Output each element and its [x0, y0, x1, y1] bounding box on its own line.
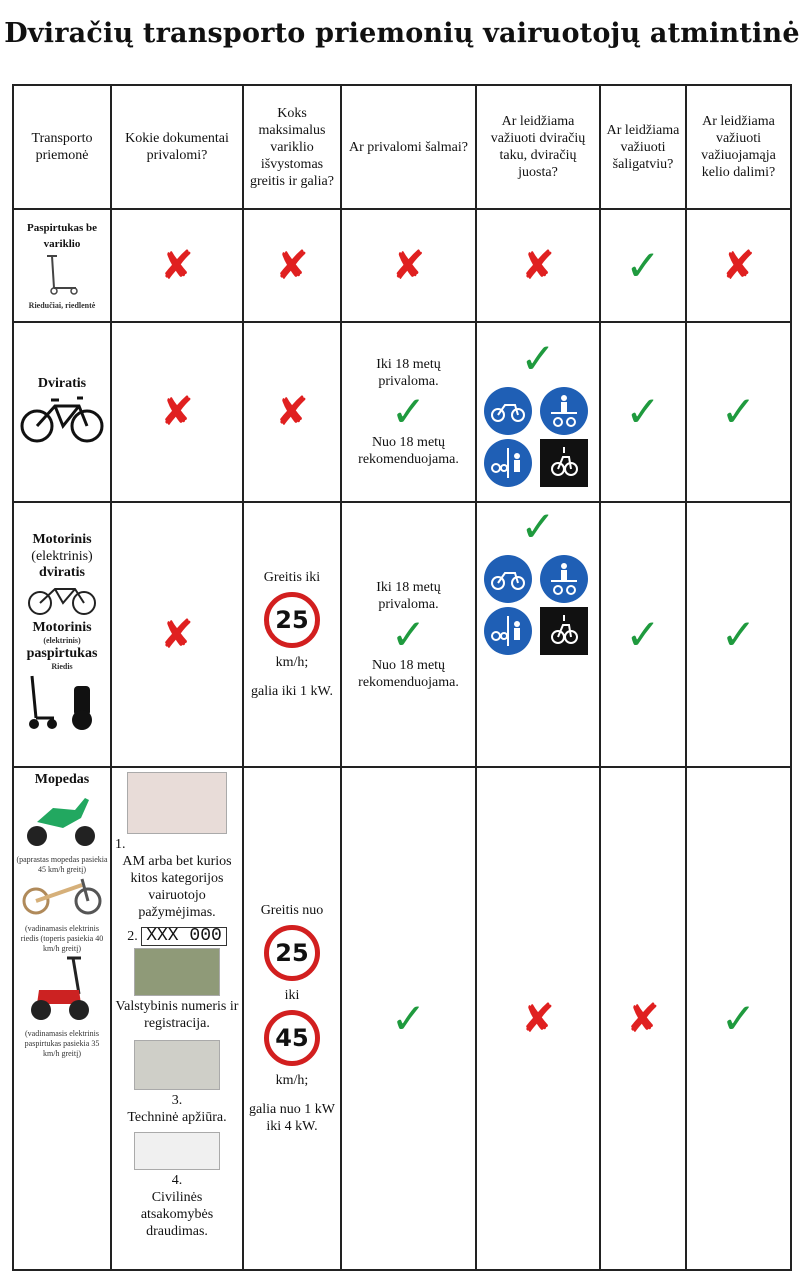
doc-number: 3.	[171, 1093, 183, 1108]
speed-unit: km/h;	[275, 1073, 309, 1088]
vehicle-title: Motorinis	[32, 532, 92, 547]
helmet-under-18: Iki 18 metų privaloma.	[376, 579, 441, 612]
reminder-table	[12, 84, 792, 1271]
moped-icon	[23, 788, 101, 850]
vehicle-title: Motorinis	[32, 620, 92, 635]
cell-bike-lane	[476, 502, 600, 767]
header-max-speed: Koks maksimalus variklio išvystomas greitis ir galia?	[243, 85, 341, 209]
cell-max-speed	[243, 209, 341, 322]
vehicle-title: Mopedas	[34, 772, 90, 787]
vehicle-title: dviratis	[39, 565, 85, 580]
cell-roadway	[686, 322, 791, 502]
e-moped-icon	[22, 875, 102, 919]
header-bike-lane: Ar leidžiama važiuoti dviračių taku, dviračių juosta?	[476, 85, 600, 209]
inspection-image	[134, 1040, 220, 1090]
insurance-image	[134, 1132, 220, 1170]
speed-mid: iki	[284, 988, 300, 1003]
check-icon: ✓	[625, 609, 661, 659]
bicycle-icon	[19, 392, 105, 444]
cross-icon: ✘	[521, 995, 555, 1042]
e-bike-icon	[25, 581, 99, 615]
cell-documents	[111, 502, 243, 767]
bike-lane-signs	[480, 555, 596, 655]
page-title: Dviračių transporto priemonių vairuotojų atmintinė	[4, 18, 800, 49]
cell-helmet	[341, 767, 476, 1270]
vehicle-subtitle: (elektrinis)	[31, 549, 93, 564]
registration-image	[134, 948, 220, 996]
doc-plate-row	[115, 927, 239, 946]
cell-sidewalk	[600, 209, 686, 322]
shared-path-sign-icon	[540, 555, 588, 603]
vehicle-title: Dviratis	[37, 375, 87, 391]
vehicle-subtitle: (elektrinis)	[43, 636, 81, 645]
vehicle-caption: (vadinamasis elektrinis riedis (toperis pasiekia 40 km/h greitį)	[20, 924, 104, 953]
cross-icon: ✘	[521, 242, 555, 289]
check-icon: ✓	[625, 387, 661, 436]
vehicle-cell	[13, 322, 111, 502]
check-icon: ✓	[720, 609, 757, 659]
driving-license-image	[127, 772, 227, 834]
vehicle-caption: Riedučiai, riedlentė	[28, 301, 96, 310]
vehicle-caption: (paprastas mopedas pasiekia 45 km/h greitį)	[16, 855, 108, 874]
check-icon: ✓	[390, 387, 427, 436]
cell-documents	[111, 209, 243, 322]
doc-registration: Valstybinis numeris ir registracija.	[115, 999, 239, 1031]
doc-number: 1.	[115, 837, 126, 852]
header-helmet: Ar privalomi šalmai?	[341, 85, 476, 209]
segregated-path-sign-icon	[484, 439, 532, 487]
cross-icon: ✘	[626, 995, 660, 1042]
speed-limit-sign: 25	[264, 925, 320, 981]
speed-label: Greitis iki	[263, 570, 321, 585]
table-row	[13, 502, 791, 767]
speed-unit: km/h;	[275, 655, 309, 670]
cross-icon: ✘	[275, 242, 309, 289]
header-vehicle: Transporto priemonė	[13, 85, 111, 209]
helmet-under-18: Iki 18 metų privaloma.	[376, 357, 441, 389]
bike-lane-signs	[480, 387, 596, 487]
vehicle-cell	[13, 502, 111, 767]
check-icon: ✓	[520, 334, 556, 383]
cell-max-speed	[243, 322, 341, 502]
bicycle-lane-sign-icon	[540, 607, 588, 655]
cell-bike-lane	[476, 209, 600, 322]
vehicle-cell	[13, 767, 111, 1270]
vehicle-subtitle: Riedis	[51, 662, 73, 671]
doc-insurance: Civilinės atsakomybės draudimas.	[140, 1190, 214, 1239]
cell-roadway	[686, 502, 791, 767]
cross-icon: ✘	[275, 389, 309, 435]
cell-bike-lane	[476, 767, 600, 1270]
e-scooter-icon	[18, 672, 106, 732]
cell-documents	[111, 322, 243, 502]
cell-helmet	[341, 322, 476, 502]
cross-icon: ✘	[160, 611, 194, 658]
cell-roadway	[686, 209, 791, 322]
vehicle-title: Paspirtukas be variklio	[27, 222, 97, 250]
e-scooter-red-icon	[27, 954, 97, 1024]
check-icon: ✓	[720, 993, 757, 1043]
cell-roadway	[686, 767, 791, 1270]
power-limit: galia iki 1 kW.	[251, 684, 333, 699]
bicycle-path-sign-icon	[484, 387, 532, 435]
cross-icon: ✘	[160, 389, 194, 435]
segregated-path-sign-icon	[484, 607, 532, 655]
cell-max-speed	[243, 767, 341, 1270]
speed-label: Greitis nuo	[260, 903, 324, 918]
cross-icon: ✘	[391, 242, 426, 289]
header-sidewalk: Ar leidžiama važiuoti šaligatviu?	[600, 85, 686, 209]
power-limit: galia nuo 1 kW iki 4 kW.	[249, 1102, 335, 1134]
doc-license: AM arba bet kurios kitos kategorijos vairuotojo pažymėjimas.	[122, 854, 232, 920]
speed-limit-sign: 45	[264, 1010, 320, 1066]
shared-path-sign-icon	[540, 387, 588, 435]
vehicle-caption: (vadinamasis elektrinis paspirtukas pasiekia 35 km/h greitį)	[24, 1029, 100, 1058]
cell-helmet	[341, 502, 476, 767]
cross-icon: ✘	[721, 242, 756, 289]
check-icon: ✓	[625, 240, 661, 290]
cell-sidewalk	[600, 502, 686, 767]
cell-documents	[111, 767, 243, 1270]
check-icon: ✓	[720, 387, 757, 436]
speed-limit-sign: 25	[264, 592, 320, 648]
header-roadway: Ar leidžiama važiuoti važiuojamąja kelio dalimi?	[686, 85, 791, 209]
scooter-icon	[42, 252, 82, 296]
table-row	[13, 322, 791, 502]
helmet-over-18: Nuo 18 metų rekomenduojama.	[358, 435, 459, 467]
table-row	[13, 209, 791, 322]
header-documents: Kokie dokumentai privalomi?	[111, 85, 243, 209]
header-row	[13, 85, 791, 209]
bicycle-lane-sign-icon	[540, 439, 588, 487]
check-icon: ✓	[390, 609, 427, 659]
doc-number: 2.	[127, 929, 138, 944]
cell-sidewalk	[600, 767, 686, 1270]
cross-icon: ✘	[160, 242, 194, 289]
vehicle-title: paspirtukas	[26, 646, 98, 661]
license-plate: XXX 000	[141, 927, 227, 946]
cell-sidewalk	[600, 322, 686, 502]
helmet-over-18: Nuo 18 metų rekomenduojama.	[358, 657, 459, 690]
bicycle-path-sign-icon	[484, 555, 532, 603]
check-icon: ✓	[520, 502, 556, 551]
cell-max-speed	[243, 502, 341, 767]
cell-bike-lane	[476, 322, 600, 502]
doc-number: 4.	[171, 1173, 183, 1188]
cell-helmet	[341, 209, 476, 322]
vehicle-cell	[13, 209, 111, 322]
check-icon: ✓	[390, 993, 427, 1043]
doc-inspection: Techninė apžiūra.	[127, 1110, 227, 1125]
table-row	[13, 767, 791, 1270]
